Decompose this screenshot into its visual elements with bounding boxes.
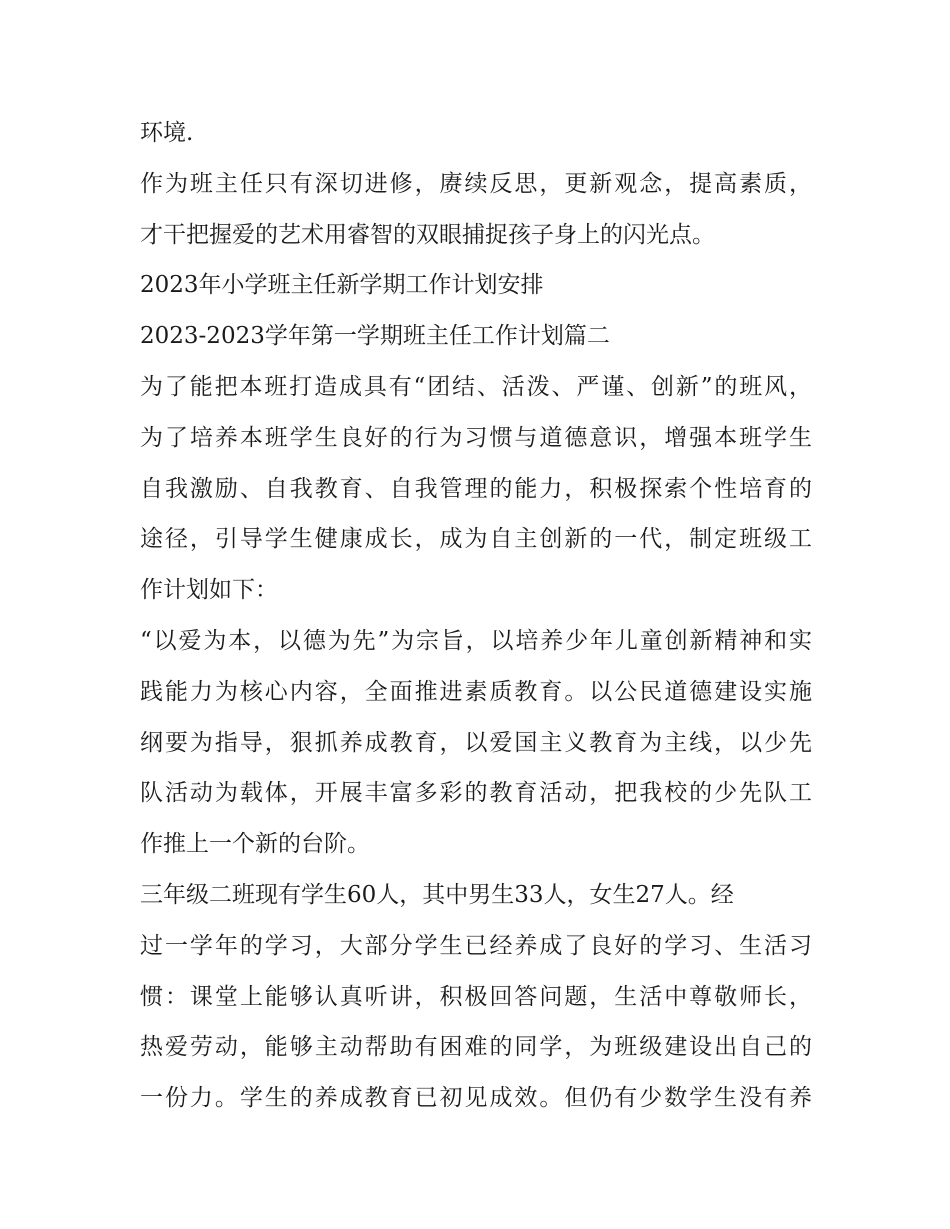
text-line: 才干把握爱的艺术用睿智的双眼捕捉孩子身上的闪光点。 (140, 221, 715, 248)
text-line: 途径，引导学生健康成长，成为自主创新的一代，制定班级工 (140, 526, 812, 553)
text-line: 热爱劳动，能够主动帮助有困难的同学，为班级建设出自己的 (140, 1034, 812, 1061)
text-line: 惯：课堂上能够认真听讲，积极回答问题，生活中尊敬师长， (140, 983, 812, 1010)
text-line: 队活动为载体，开展丰富多彩的教育活动，把我校的少先队工 (140, 780, 812, 807)
text-line: 自我激励、自我教育、自我管理的能力，积极探索个性培育的 (140, 475, 812, 502)
text-line: 为了培养本班学生良好的行为习惯与道德意识，增强本班学生 (140, 424, 812, 451)
text-line: 作推上一个新的台阶。 (140, 831, 370, 858)
text-line: 作为班主任只有深切进修，赓续反思，更新观念，提高素质， (140, 170, 812, 197)
text-line: “以爱为本，以德为先”为宗旨，以培养少年儿童创新精神和实 (140, 627, 812, 654)
text-line: 环境. (140, 120, 194, 146)
text-line: 纲要为指导，狠抓养成教育，以爱国主义教育为主线，以少先 (140, 729, 812, 756)
heading-line: 2023-2023学年第一学期班主任工作计划篇二 (140, 323, 610, 350)
document-body (140, 108, 812, 1124)
text-line: 践能力为核心内容，全面推进素质教育。以公民道德建设实施 (140, 678, 812, 705)
text-line: 为了能把本班打造成具有“团结、活泼、严谨、创新”的班风， (140, 373, 812, 400)
text-line: 作计划如下： (140, 577, 278, 604)
heading-line: 2023年小学班主任新学期工作计划安排 (140, 272, 544, 299)
text-line: 过一学年的学习，大部分学生已经养成了良好的学习、生活习 (140, 932, 812, 959)
text-line: 一份力。学生的养成教育已初见成效。但仍有少数学生没有养 (140, 1085, 812, 1112)
text-line: 三年级二班现有学生60人，其中男生33人，女生27人。经 (140, 881, 734, 908)
